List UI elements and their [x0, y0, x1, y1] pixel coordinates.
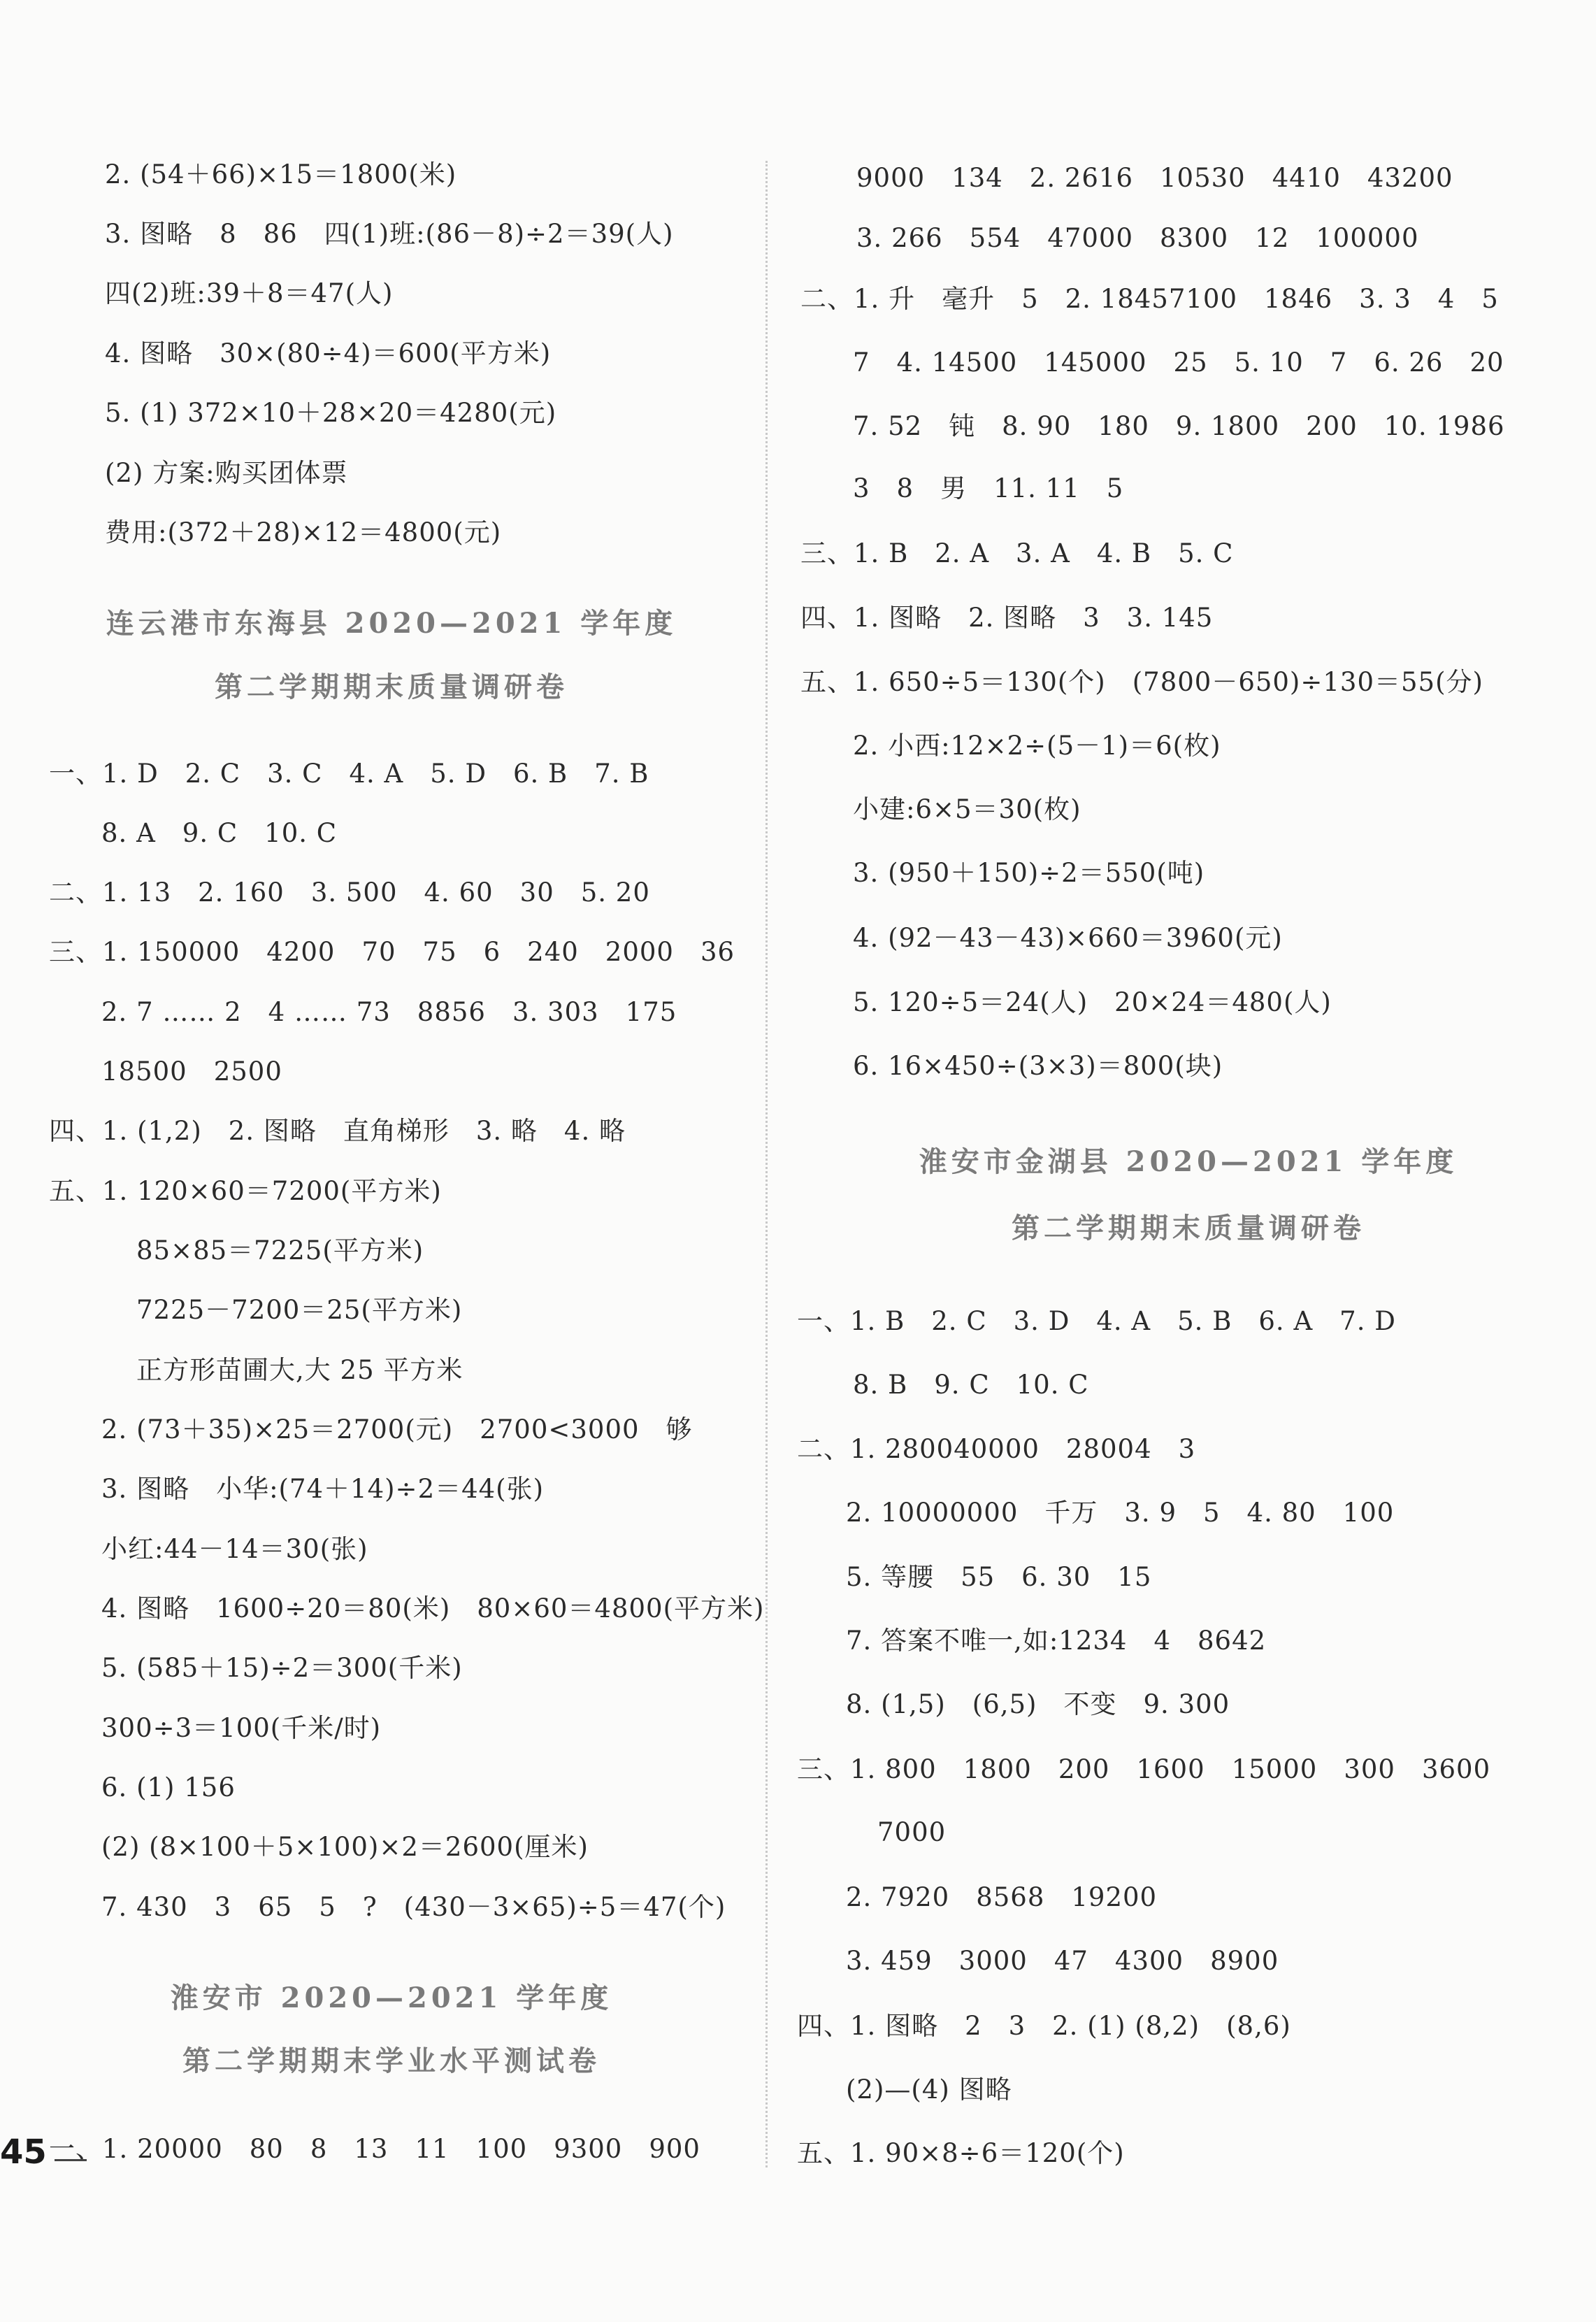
answer-line: 三、1. 800 1800 200 1600 15000 300 3600: [797, 1754, 1491, 1784]
page-number: 45: [0, 2133, 47, 2172]
answer-line: 四、1. 图略 2 3 2. (1) (8,2) (8,6): [797, 2011, 1291, 2041]
answer-line: 5. (1) 372×10＋28×20＝4280(元): [105, 398, 557, 428]
page-number-dash: [55, 2159, 87, 2161]
answer-line: 4. 图略 30×(80÷4)＝600(平方米): [105, 338, 552, 368]
answer-line: 85×85＝7225(平方米): [136, 1235, 424, 1266]
answer-line: 2. 10000000 千万 3. 9 5 4. 80 100: [846, 1498, 1395, 1528]
answer-line: 二、1. 13 2. 160 3. 500 4. 60 30 5. 20: [49, 877, 650, 908]
answer-line: 7. 答案不唯一,如:1234 4 8642: [846, 1626, 1267, 1656]
answer-line: 小建:6×5＝30(枚): [853, 794, 1081, 824]
answer-line: 三、1. 150000 4200 70 75 6 240 2000 36: [49, 937, 735, 967]
answer-line: 小红:44－14＝30(张): [101, 1534, 368, 1564]
answer-line: 7 4. 14500 145000 25 5. 10 7 6. 26 20: [853, 347, 1504, 378]
answer-line: 2. (54＋66)×15＝1800(米): [105, 159, 457, 189]
answer-line: 8. B 9. C 10. C: [853, 1370, 1089, 1400]
answer-line: 7. 430 3 65 5 ? (430－3×65)÷5＝47(个): [101, 1892, 726, 1922]
answer-line: 四、1. 图略 2. 图略 3 3. 145: [800, 603, 1214, 633]
answer-line: 2. 7 …… 2 4 …… 73 8856 3. 303 175: [101, 997, 677, 1027]
answer-line: 18500 2500: [101, 1056, 282, 1087]
answer-line: 8. A 9. C 10. C: [101, 818, 338, 848]
answer-line: 2. 7920 8568 19200: [846, 1882, 1158, 1912]
column-divider: [765, 161, 768, 2167]
answer-line: (2)—(4) 图略: [846, 2074, 1012, 2105]
answer-line: 300÷3＝100(千米/时): [101, 1713, 382, 1743]
answer-line: (2) (8×100＋5×100)×2＝2600(厘米): [101, 1832, 589, 1862]
answer-line: 五、1. 120×60＝7200(平方米): [49, 1176, 442, 1206]
answer-line: 3. 图略 小华:(74＋14)÷2＝44(张): [101, 1474, 545, 1504]
answer-line: 3. (950＋150)÷2＝550(吨): [853, 858, 1205, 888]
answer-line: 7000: [877, 1817, 947, 1847]
answer-line: 五、1. 90×8÷6＝120(个): [797, 2138, 1125, 2168]
answer-line: 费用:(372＋28)×12＝4800(元): [105, 517, 502, 547]
answer-line: 6. 16×450÷(3×3)＝800(块): [853, 1051, 1223, 1081]
answer-line: 3 8 男 11. 11 5: [853, 473, 1124, 503]
left-column: [0, 0, 765, 2322]
answer-line: 四(2)班:39＋8＝47(人): [105, 278, 394, 308]
answer-line: 2. 小西:12×2÷(5－1)＝6(枚): [853, 731, 1221, 761]
answer-line: 四、1. (1,2) 2. 图略 直角梯形 3. 略 4. 略: [49, 1116, 626, 1146]
answer-line: 3. 266 554 47000 8300 12 100000: [856, 223, 1419, 253]
answer-line: 一、1. B 2. C 3. D 4. A 5. B 6. A 7. D: [797, 1306, 1396, 1336]
answer-line: 一、1. D 2. C 3. C 4. A 5. D 6. B 7. B: [49, 759, 649, 789]
answer-line: 7. 52 钝 8. 90 180 9. 1800 200 10. 1986: [853, 411, 1505, 441]
answer-line: 一、1. 20000 80 8 13 11 100 9300 900: [49, 2134, 700, 2164]
answer-line: 8. (1,5) (6,5) 不变 9. 300: [846, 1689, 1230, 1719]
section-heading: 淮安市金湖县 2020—2021 学年度: [919, 1145, 1458, 1178]
answer-line: 7225－7200＝25(平方米): [136, 1295, 463, 1325]
answer-line: 3. 459 3000 47 4300 8900: [846, 1946, 1279, 1976]
answer-line: 五、1. 650÷5＝130(个) (7800－650)÷130＝55(分): [800, 667, 1483, 697]
answer-line: (2) 方案:购买团体票: [105, 458, 348, 488]
section-subheading: 第二学期期末质量调研卷: [215, 671, 568, 703]
section-heading: 连云港市东海县 2020—2021 学年度: [106, 607, 677, 640]
answer-line: 9000 134 2. 2616 10530 4410 43200: [856, 163, 1453, 193]
section-subheading: 第二学期期末学业水平测试卷: [182, 2044, 601, 2077]
answer-line: 6. (1) 156: [101, 1772, 236, 1803]
answer-line: 二、1. 升 毫升 5 2. 18457100 1846 3. 3 4 5: [800, 284, 1499, 314]
section-subheading: 第二学期期末质量调研卷: [1012, 1212, 1365, 1245]
answer-line: 三、1. B 2. A 3. A 4. B 5. C: [800, 538, 1234, 568]
answer-line: 4. (92－43－43)×660＝3960(元): [853, 923, 1283, 953]
answer-line: 2. (73＋35)×25＝2700(元) 2700<3000 够: [101, 1414, 693, 1445]
answer-line: 3. 图略 8 86 四(1)班:(86－8)÷2＝39(人): [105, 219, 674, 249]
answer-line: 5. (585＋15)÷2＝300(千米): [101, 1653, 463, 1683]
right-column: [769, 0, 1596, 2322]
answer-line: 正方形苗圃大,大 25 平方米: [136, 1355, 463, 1385]
section-heading: 淮安市 2020—2021 学年度: [170, 1981, 613, 2014]
answer-line: 5. 等腰 55 6. 30 15: [846, 1562, 1152, 1592]
answer-line: 5. 120÷5＝24(人) 20×24＝480(人): [853, 987, 1332, 1017]
answer-line: 4. 图略 1600÷20＝80(米) 80×60＝4800(平方米): [101, 1593, 765, 1624]
answer-line: 二、1. 280040000 28004 3: [797, 1434, 1196, 1464]
